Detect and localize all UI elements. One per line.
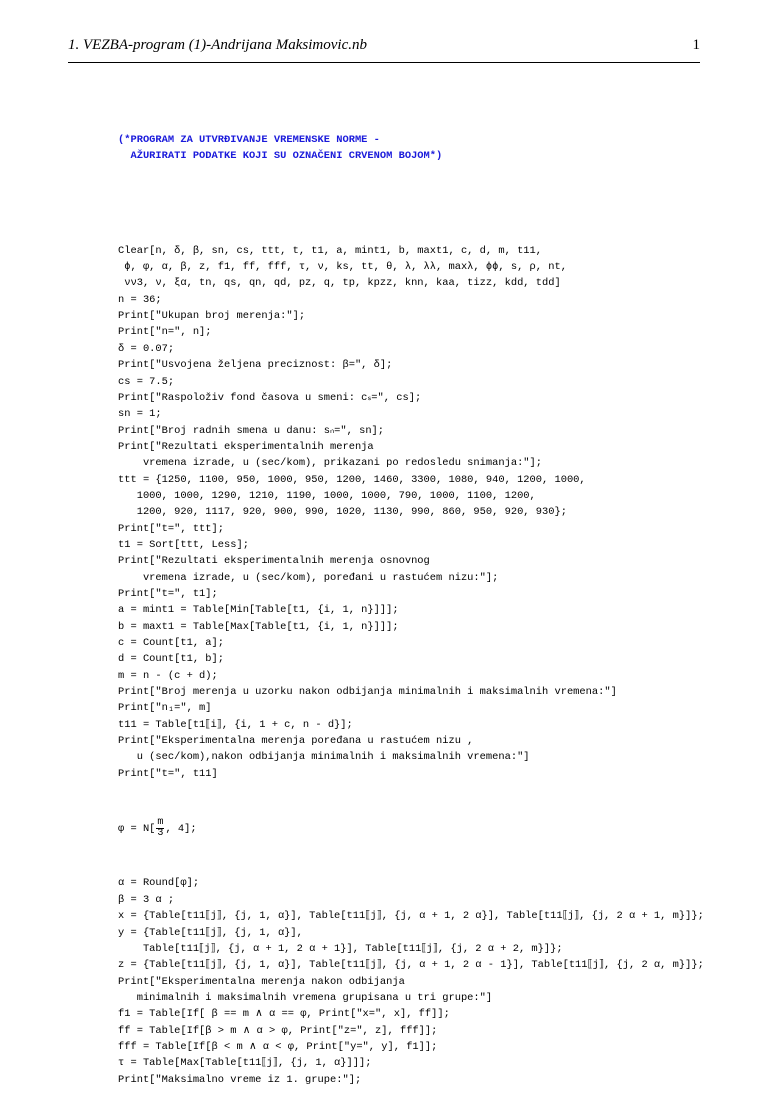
phi-suffix: , 4];: [165, 822, 197, 835]
notebook-title: 1. VEZBA-program (1)-Andrijana Maksimovic.nb: [68, 37, 367, 53]
code-line: Print["Broj merenja u uzorku nakon odbijanja minimalnih i maksimalnih vremena:"]: [118, 686, 617, 699]
code-line: Clear[n, δ, β, sn, cs, ttt, t, t1, a, mint1, b, maxt1, c, d, m, t11,: [118, 244, 543, 257]
code-line: Print["Eksperimentalna merenja nakon odbijanja: [118, 975, 405, 988]
code-line: Print["t=", t1];: [118, 587, 218, 600]
code-line: δ = 0.07;: [118, 342, 175, 355]
code-line: Print["n=", n];: [118, 326, 212, 339]
code-line: Print["Raspoloživ fond časova u smeni: cₛ=", cs];: [118, 391, 422, 404]
code-line: Print["Usvojena željena preciznost: β=", δ];: [118, 359, 393, 372]
code-line: Table[t11⟦j⟧, {j, α + 1, 2 α + 1}], Table[t11⟦j⟧, {j, 2 α + 2, m}]};: [118, 942, 563, 955]
fraction: [156, 818, 164, 839]
code-line: νν3, ν, ξα, tn, qs, qn, qd, pz, q, tp, kpzz, knn, kaa, tizz, kdd, tdd]: [118, 277, 561, 290]
code-line: fff = Table[If[β < m ∧ α < φ, Print["y=", y], f1]];: [118, 1040, 438, 1053]
code-line: Print["Broj radnih smena u danu: sₙ=", sn];: [118, 424, 385, 437]
code-line: Print["Eksperimentalna merenja poređana u rastućem nizu ,: [118, 735, 474, 748]
code-line: b = maxt1 = Table[Max[Table[t1, {i, 1, n}]]];: [118, 620, 399, 633]
code-line: Print["Maksimalno vreme iz 1. grupe:"];: [118, 1073, 362, 1086]
code-line: ff = Table[If[β > m ∧ α > φ, Print["z=", z], fff]];: [118, 1024, 438, 1037]
code-line: z = {Table[t11⟦j⟧, {j, 1, α}], Table[t11⟦j⟧, {j, α + 1, 2 α - 1}], Table[t11⟦j⟧, {j, 2 α, m}]};: [118, 959, 704, 972]
code-line: τ = Table[Max[Table[t11⟦j⟧, {j, 1, α}]]];: [118, 1057, 372, 1070]
code-block-a: [118, 243, 718, 782]
code-line: Print["t=", t11]: [118, 767, 218, 780]
comment-block: [118, 132, 718, 165]
code-line: c = Count[t1, a];: [118, 637, 225, 649]
code-line: cs = 7.5;: [118, 375, 175, 388]
code-line: vremena izrade, u (sec/kom), poređani u rastućem nizu:"];: [118, 571, 499, 584]
code-line: AŽURIRATI PODATKE KOJI SU OZNAČENI CRVENOM BOJOM*): [118, 150, 443, 163]
code-line: y = {Table[t11⟦j⟧, {j, 1, α}],: [118, 926, 303, 939]
code-line: α = Round[φ];: [118, 877, 200, 890]
code-line: a = mint1 = Table[Min[Table[t1, {i, 1, n}]]];: [118, 604, 399, 617]
code-line: m = n - (c + d);: [118, 669, 218, 682]
fraction-numerator: m: [157, 816, 164, 828]
code-line: 1000, 1000, 1290, 1210, 1190, 1000, 1000, 790, 1000, 1100, 1200,: [118, 489, 536, 502]
code-line: ttt = {1250, 1100, 950, 1000, 950, 1200, 1460, 3300, 1080, 940, 1200, 1000,: [118, 473, 586, 486]
code-line: 1200, 920, 1117, 920, 900, 990, 1020, 1130, 990, 860, 950, 920, 930};: [118, 506, 567, 519]
code-line: ϕ, φ, α, β, z, f1, ff, fff, τ, ν, ks, tt, θ, λ, λλ, maxλ, ϕϕ, s, ρ, nt,: [118, 261, 567, 274]
code-line: Print["t=", ttt];: [118, 522, 225, 535]
code-line: vremena izrade, u (sec/kom), prikazani po redosledu snimanja:"];: [118, 457, 543, 470]
notebook-code: [118, 99, 718, 1104]
code-line: β = 3 α ;: [118, 893, 175, 906]
code-line: t1 = Sort[ttt, Less];: [118, 538, 249, 551]
code-line: d = Count[t1, b];: [118, 653, 225, 666]
code-line: (*PROGRAM ZA UTVRĐIVANJE VREMENSKE NORME -: [118, 133, 380, 146]
fraction-denominator: 3: [157, 827, 164, 839]
page-header: [68, 36, 700, 63]
code-line: f1 = Table[If[ β == m ∧ α == φ, Print["x=", x], ff]];: [118, 1008, 450, 1021]
code-line: x = {Table[t11⟦j⟧, {j, 1, α}], Table[t11⟦j⟧, {j, α + 1, 2 α}], Table[t11⟦j⟧, {j, 2 α + 1, m}]};: [118, 910, 704, 923]
code-line: u (sec/kom),nakon odbijanja minimalnih i maksimalnih vremena:"]: [118, 751, 530, 764]
blank-line: [118, 197, 718, 210]
code-line: minimalnih i maksimalnih vremena grupisana u tri grupe:"]: [118, 991, 493, 1004]
page-number: 1: [692, 37, 700, 53]
phi-assignment: [118, 815, 718, 843]
code-line: Print["n₁=", m]: [118, 702, 212, 715]
code-line: n = 36;: [118, 293, 162, 306]
code-line: sn = 1;: [118, 408, 162, 421]
code-block-b: [118, 875, 718, 1087]
code-line: Print["Ukupan broj merenja:"];: [118, 310, 306, 323]
code-line: t11 = Table[t1⟦i⟧, {i, 1 + c, n - d}];: [118, 718, 353, 731]
code-line: Print["Rezultati eksperimentalnih merenja osnovnog: [118, 555, 430, 568]
phi-prefix: φ = N[: [118, 822, 156, 835]
code-line: Print["Rezultati eksperimentalnih merenja: [118, 440, 374, 453]
